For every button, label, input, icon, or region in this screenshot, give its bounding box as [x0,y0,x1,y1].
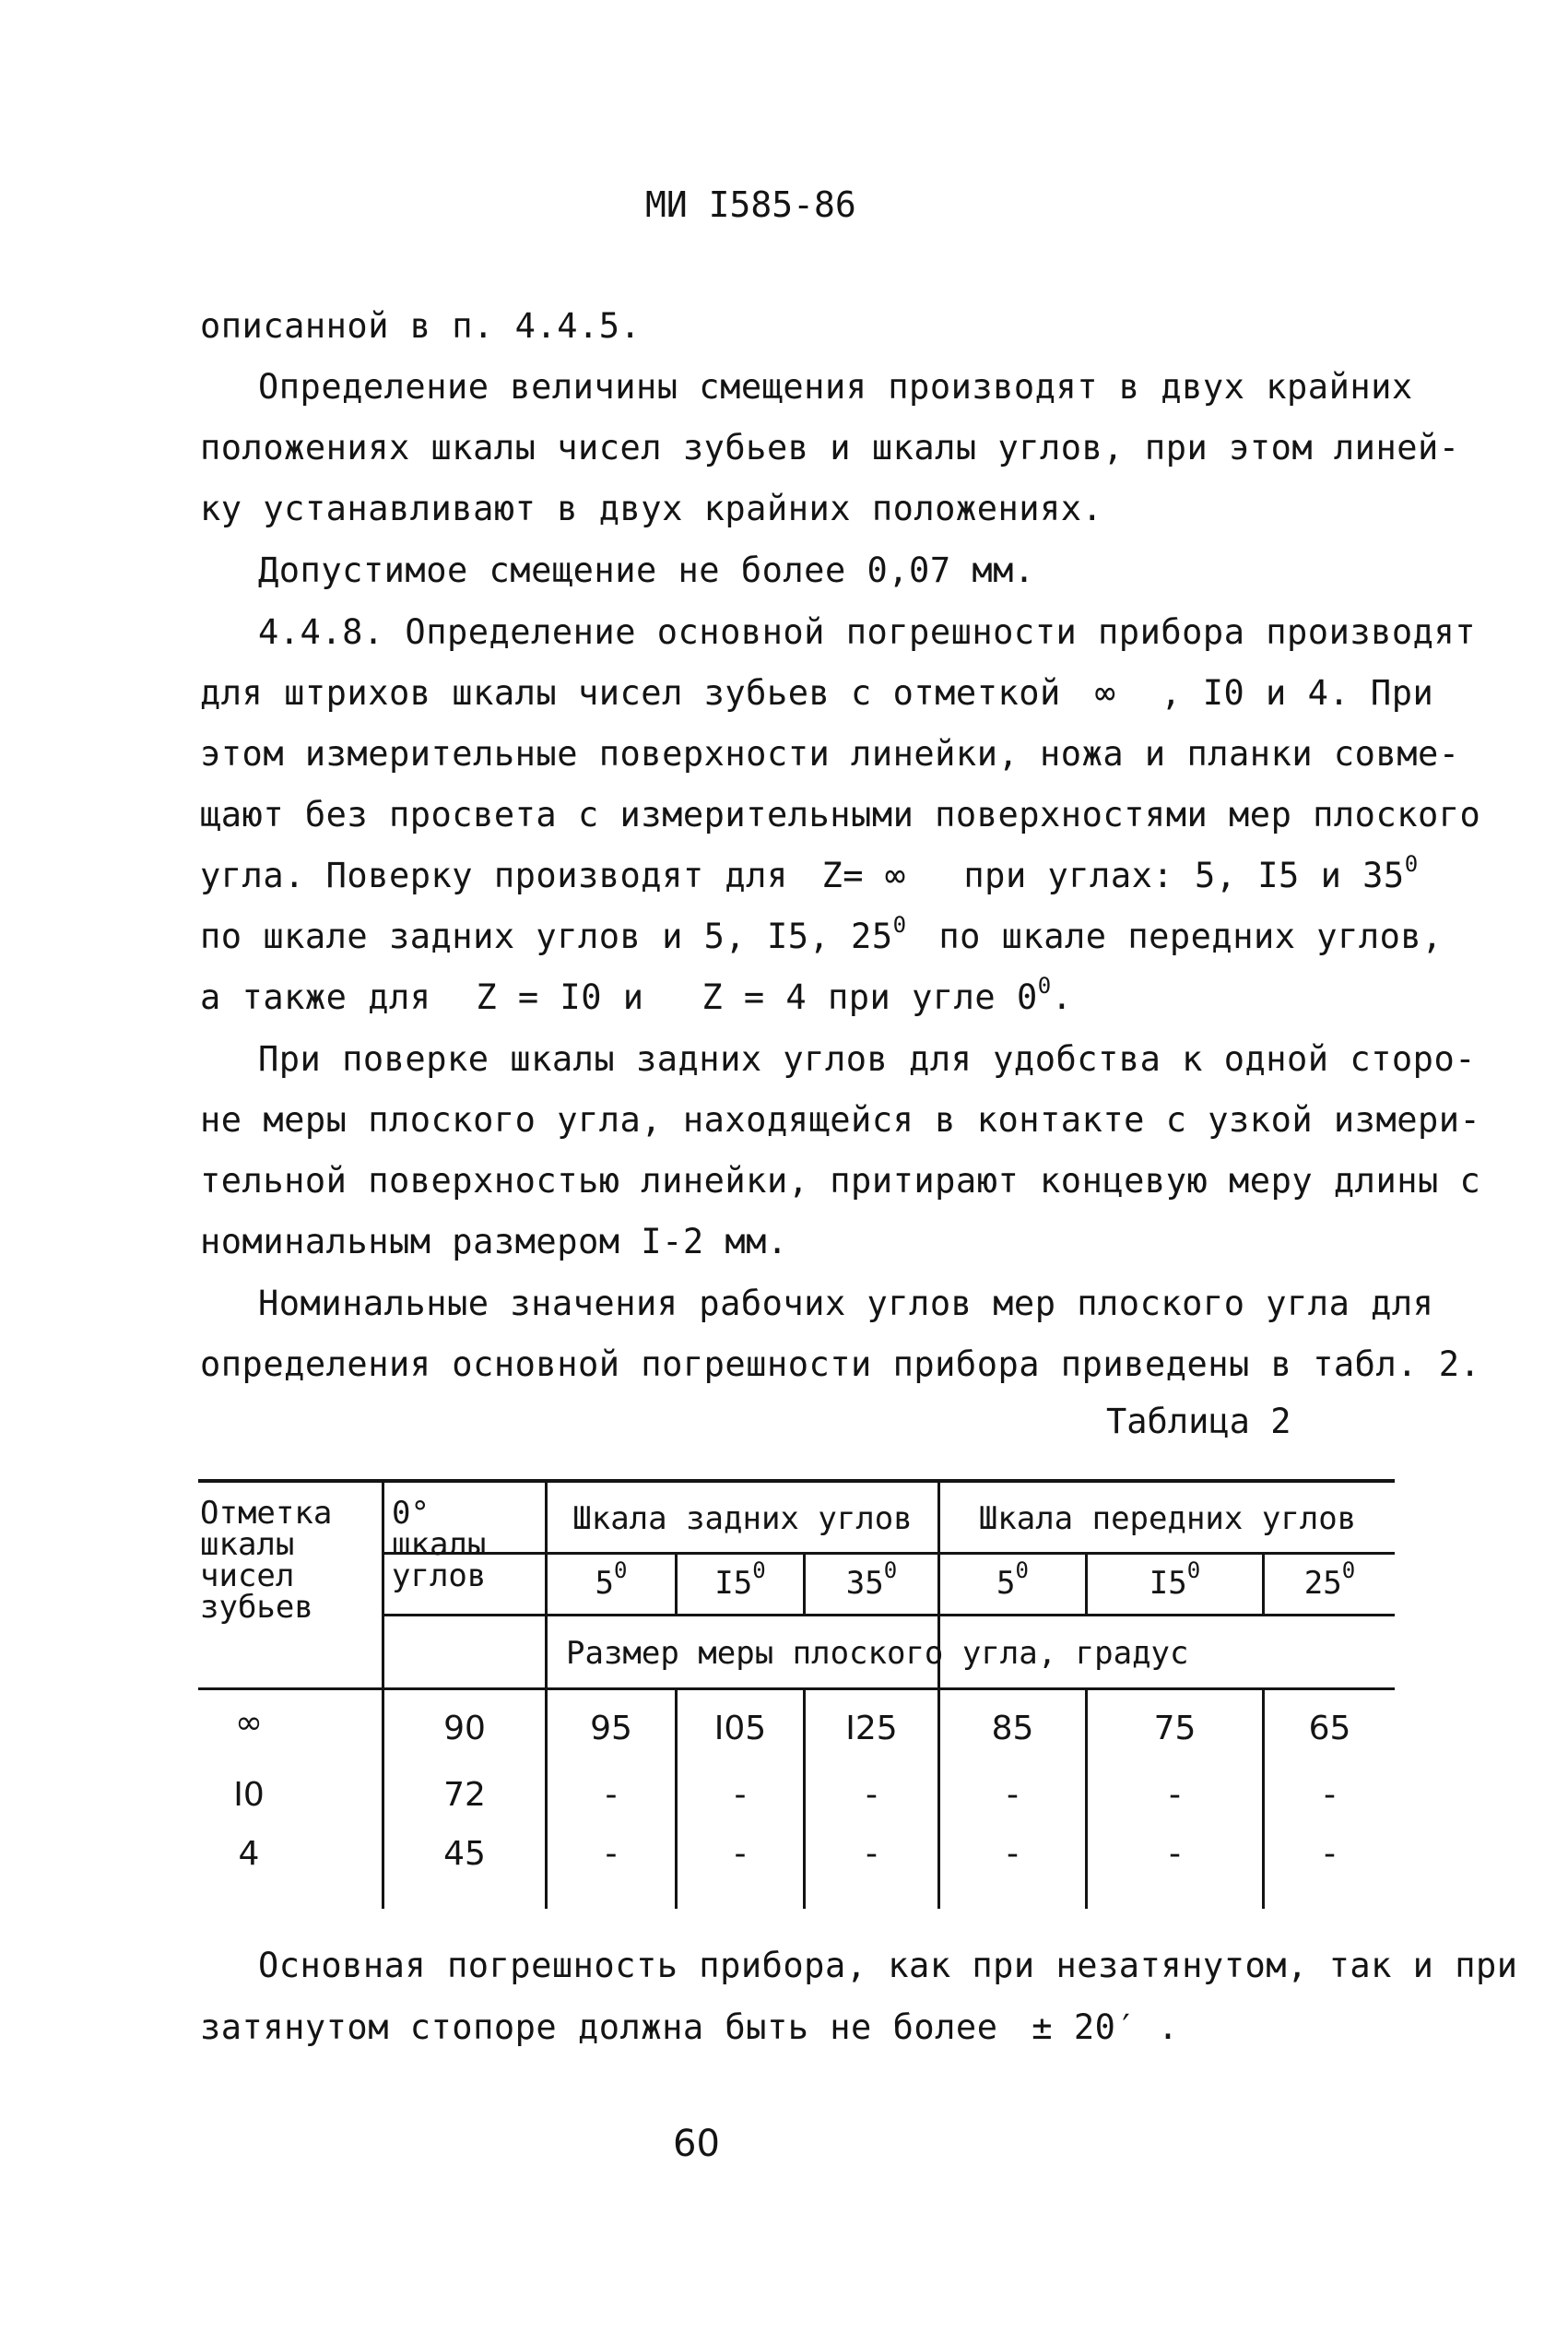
table-cell: - [734,1835,747,1873]
table-header-bottom-rule [198,1687,1395,1690]
table-top-rule [198,1479,1395,1483]
table-cell: I25 [845,1710,898,1747]
table-group-rule [382,1552,1395,1555]
body-line: номинальным размером I-2 мм. [200,1222,788,1261]
scale-column-header [392,1497,530,1592]
body-text: по шкале передних углов, [938,917,1443,956]
table-cell: 65 [1308,1710,1351,1747]
header-text: шкалы [200,1526,295,1563]
span-label: Размер меры плоского угла, градус [566,1635,1189,1672]
table-cell: - [1324,1835,1336,1873]
header-text: шкалы [392,1526,487,1563]
table-cell: - [605,1776,618,1814]
body-line: определения основной погрешности прибора приведены в табл. 2. [200,1344,1481,1384]
sub-header: $5^0$ [595,1557,628,1602]
formula: Z= ∞ [821,856,906,895]
body-line: щают без просвета с измерительными поверхностями мер плоского [200,795,1481,835]
body-text: для штрихов шкалы чисел зубьев с отметкой [200,673,1061,713]
table-cell: - [866,1776,878,1814]
table-cell: 85 [991,1710,1034,1747]
table-cell: 75 [1153,1710,1197,1747]
table-caption: Таблица 2 [1106,1402,1291,1441]
body-line [200,2007,1179,2047]
table-cell: - [1169,1835,1181,1873]
table-cell: - [605,1835,618,1873]
body-line [200,912,1443,956]
body-line: Номинальные значения рабочих углов мер плоского угла для [258,1284,1434,1323]
body-text: затянутом стопоре должна быть не более [200,2007,998,2047]
body-line [200,973,1073,1017]
body-line: Определение величины смещения производят в двух крайних [258,367,1413,407]
tolerance-value: ± 20′ . [1032,2007,1179,2047]
body-line: 4.4.8. Определение основной погрешности прибора производят [258,612,1477,652]
table-subheader-rule [382,1614,1395,1616]
body-text: а также для [200,977,431,1017]
body-line: этом измерительные поверхности линейки, ножа и планки совме- [200,734,1460,774]
table-cell: - [1007,1776,1019,1814]
degree-mark: 0 [1404,851,1419,877]
formula: Z = I0 и [476,977,644,1017]
body-line: описанной в п. 4.4.5. [200,306,642,346]
table-cell: - [866,1835,878,1873]
body-line [200,673,1433,713]
table-cell: 95 [590,1710,632,1747]
sub-header: $I5^0$ [1149,1557,1201,1602]
row-mark: 4 [238,1835,260,1873]
mark-column-header [198,1495,338,1626]
infinity-symbol: ∞ [1094,673,1116,713]
table-cell: 45 [443,1835,486,1873]
body-line [200,851,1419,895]
table-cell: - [734,1776,747,1814]
front-angles-group-header: Шкала передних углов [978,1500,1357,1537]
rear-angles-group-header: Шкала задних углов [572,1500,913,1537]
document-header: МИ I585-86 [645,184,856,225]
header-text: углов [392,1557,487,1594]
formula: Z = 4 при угле 0 [701,977,1038,1017]
body-line: Основная погрешность прибора, как при незатянутом, так и при [258,1946,1518,1985]
body-text: угла. Поверку производят для [200,856,788,895]
table-cell: - [1007,1835,1019,1873]
table-cell: I05 [713,1710,767,1747]
page-number: 60 [673,2123,720,2165]
body-line: При поверке шкалы задних углов для удобства к одной сторо- [258,1039,1477,1079]
header-text: зубьев [200,1589,313,1626]
row-mark: ∞ [235,1704,263,1742]
body-text: при углах: 5, I5 и 35 [963,856,1405,895]
body-text: . [1051,977,1073,1017]
body-line: положениях шкалы чисел зубьев и шкалы углов, при этом линей- [200,428,1460,468]
sub-header: $35^0$ [845,1557,898,1602]
sub-header: $I5^0$ [714,1557,766,1602]
degree-mark: 0 [892,912,907,938]
body-line: тельной поверхностью линейки, притирают концевую меру длины с [200,1161,1481,1201]
angle-size-table [198,1466,1397,1909]
table-cell: - [1324,1776,1336,1814]
body-text: , I0 и 4. При [1161,673,1434,713]
body-line: не меры плоского угла, находящейся в контакте с узкой измери- [200,1100,1481,1140]
header-text: чисел [200,1557,295,1594]
body-line: ку устанавливают в двух крайних положениях. [200,489,1103,528]
row-mark: I0 [233,1776,265,1814]
table-cell: - [1169,1776,1181,1814]
header-text: 0° [392,1495,430,1532]
sub-header: $25^0$ [1303,1557,1356,1602]
degree-mark: 0 [1037,973,1052,999]
body-text: по шкале задних углов и 5, I5, 25 [200,917,893,956]
table-cell: 72 [443,1776,486,1814]
header-text: Отметка [200,1495,333,1532]
body-line: Допустимое смещение не более 0,07 мм. [258,550,1035,590]
table-cell: 90 [443,1710,486,1747]
sub-header: $5^0$ [996,1557,1029,1602]
